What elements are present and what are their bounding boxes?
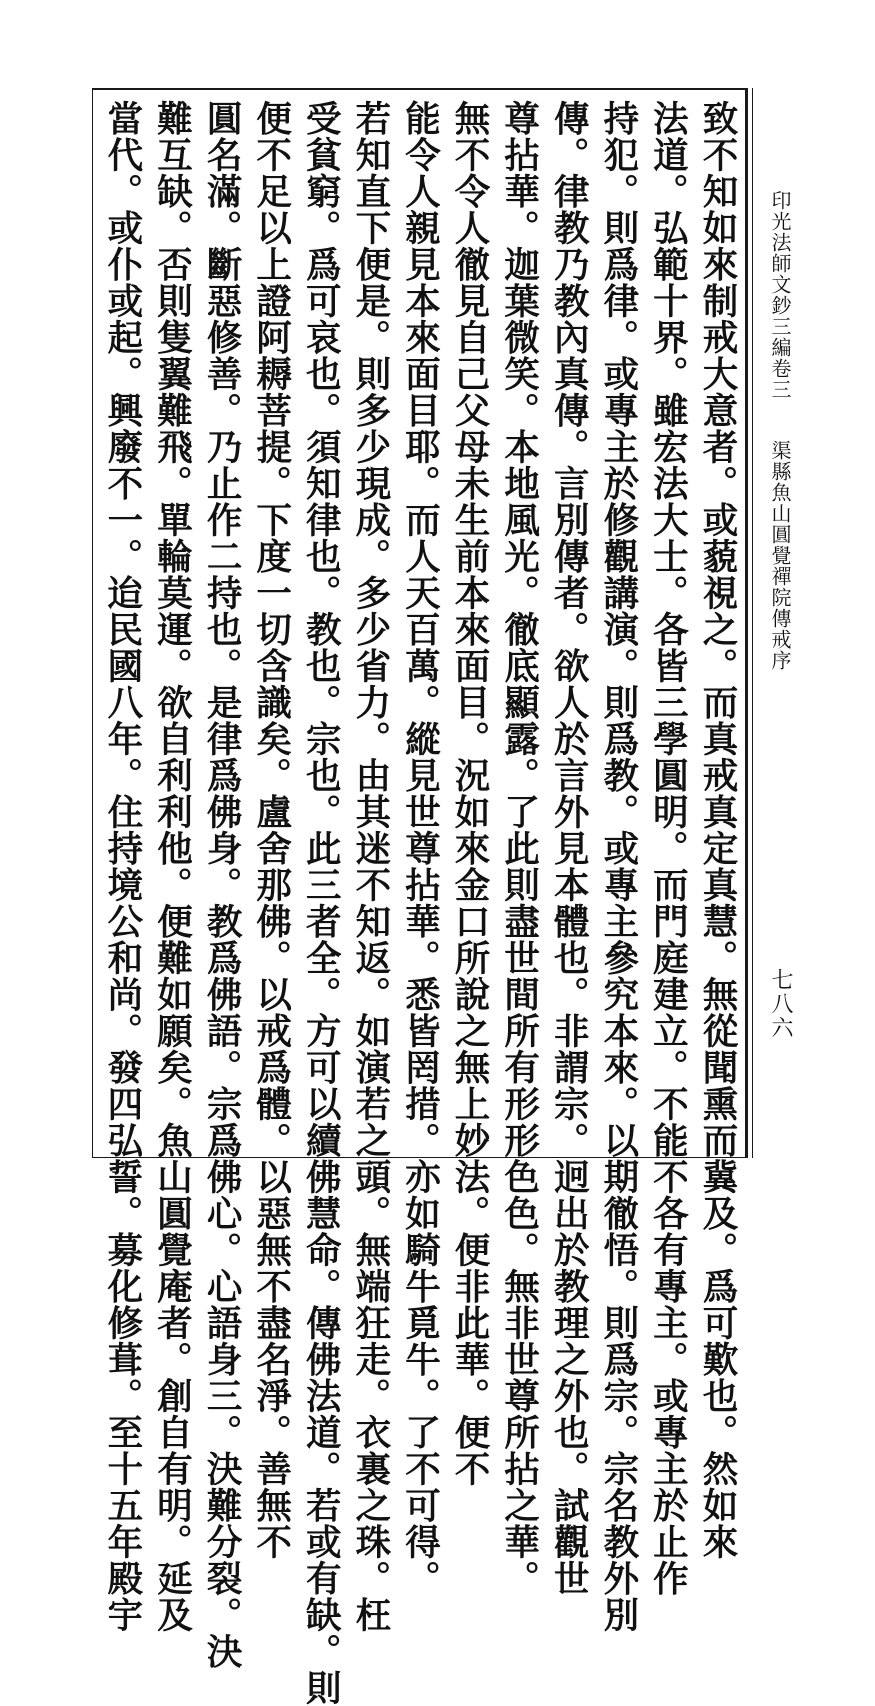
text-column: 若知直下便是。則多少現成。多少省力。由其迷不知返。如演若之頭。無端狂走。衣裏之珠。枉 [349, 100, 391, 1633]
text-column: 致不知如來制戒大意者。或藐視之。而真戒真定真慧。無從聞熏而冀及。爲可歎也。然如來 [697, 100, 738, 1560]
text-column: 法道。弘範十界。雖宏法大士。各皆三學圓明。而門庭建立。不能不各有專主。或專主於止作 [647, 100, 689, 1597]
running-header [765, 190, 795, 671]
text-column: 尊拈華。迦葉微笑。本地風光。徹底顯露。了此則盡世間所有形形色色。無非世尊所拈之華。 [498, 100, 540, 1597]
text-column: 持犯。則爲律。或專主於修觀講演。則爲教。或專主參究本來。以期徹悟。則爲宗。宗名教外別 [597, 100, 639, 1633]
text-column: 無不令人徹見自己父母未生前本來面目。況如來金口所說之無上妙法。便非此華。便不 [449, 100, 491, 1487]
top-rule [92, 88, 747, 90]
margin-border-inner [752, 88, 753, 1158]
main-text [101, 100, 742, 1706]
page-number: 七八六 [768, 968, 793, 1040]
text-column: 難互缺。否則隻翼難飛。單輪莫運。欲自利利他。便難如願矣。魚山圓覺庵者。創自有明。延及 [151, 100, 193, 1633]
text-column: 當代。或仆或起。興廢不一。迨民國八年。住持境公和尚。發四弘誓。募化修葺。至十五年殿宇 [101, 100, 143, 1633]
chapter-title: 渠縣魚山圓覺禪院傳戒序 [768, 440, 792, 671]
margin-border-outer [745, 88, 748, 1158]
text-column: 圓名滿。斷惡修善。乃止作二持也。是律爲佛身。教爲佛語。宗爲佛心。心語身三。決難分裂。決 [201, 100, 243, 1670]
text-column: 受貧窮。爲可哀也。須知律也。教也。宗也。此三者全。方可以續佛慧命。傳佛法道。若或有缺。則 [300, 100, 342, 1706]
book-title: 印光法師文鈔三編卷三 [768, 190, 792, 400]
text-column: 能令人親見本來面目耶。而人天百萬。縱見世尊拈華。悉皆罔措。亦如騎牛覓牛。了不可得。 [399, 100, 441, 1597]
left-border [92, 88, 93, 1158]
text-column: 便不足以上證阿耨菩提。下度一切含識矣。盧舍那佛。以戒爲體。以惡無不盡名淨。善無不 [250, 100, 292, 1560]
text-column: 傳。律教乃教內真傳。言別傳者。欲人於言外見本體也。非謂宗。迥出於教理之外也。試觀世 [548, 100, 590, 1597]
